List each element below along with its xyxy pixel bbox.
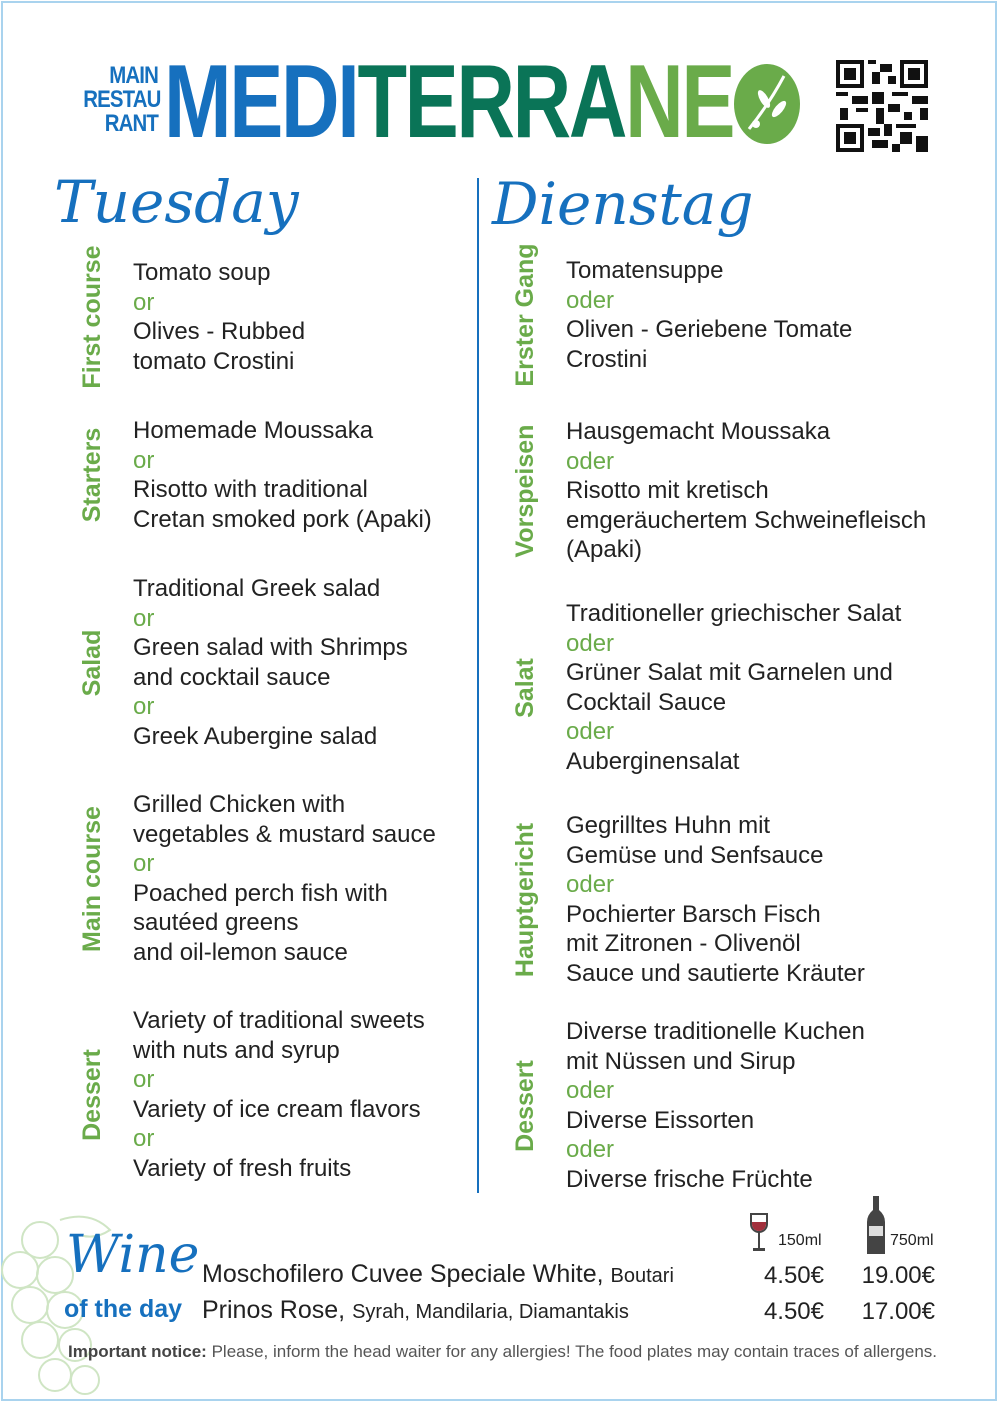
wine-detail: Boutari (610, 1265, 674, 1287)
dish-line: Diverse Eissorten (566, 1106, 755, 1134)
dish-line: Grilled Chicken with (133, 791, 346, 818)
or-separator: or (133, 446, 155, 474)
wine-bottle-price: 17.00€ (861, 1298, 935, 1325)
course-label: First course (78, 245, 106, 389)
main-restaurant-label (83, 62, 161, 137)
dish-line: Gemüse und Senfsauce (566, 841, 824, 869)
dish-line: Variety of fresh fruits (133, 1154, 352, 1182)
brand-part: NE (625, 44, 734, 160)
dish-line: Olives - Rubbed (133, 318, 306, 345)
or-separator: or (133, 288, 155, 316)
qr-code[interactable] (836, 60, 928, 152)
wine-glass-icon (748, 1212, 770, 1254)
menu-section (566, 256, 852, 374)
menu-section (133, 258, 305, 376)
dish-line: Tomato soup (133, 259, 271, 286)
dish-line: and cocktail sauce (133, 663, 331, 691)
or-separator: oder (566, 286, 615, 314)
or-separator: or (133, 1066, 155, 1093)
allergy-notice (68, 1342, 937, 1362)
course-label: Hauptgericht (511, 822, 539, 977)
menu-section (133, 790, 436, 967)
wine-subtitle: of the day (64, 1295, 183, 1323)
dish-line: Traditional Greek salad (133, 575, 381, 602)
dish-line: Crostini (566, 345, 648, 373)
dish-line: Traditioneller griechischer Salat (566, 600, 902, 627)
or-separator: oder (566, 1136, 615, 1163)
dish-line: Diverse traditionelle Kuchen (566, 1018, 865, 1045)
wine-detail: Syrah, Mandilaria, Diamantakis (352, 1301, 629, 1323)
brand-small-line: MAIN (109, 62, 158, 89)
menu-section (566, 599, 901, 776)
wine-item (202, 1296, 629, 1325)
wine-name: Prinos Rose, (202, 1296, 346, 1324)
or-separator: oder (566, 629, 615, 657)
dish-line: Pochierter Barsch Fisch (566, 900, 821, 928)
dish-line: (Apaki) (566, 536, 643, 563)
wine-bottle-price: 19.00€ (861, 1262, 935, 1289)
glass-volume: 150ml (778, 1232, 822, 1249)
menu-section (133, 1006, 425, 1183)
dish-line: Grüner Salat mit Garnelen und (566, 659, 893, 686)
dish-line: emgeräuchertem Schweinefleisch (566, 506, 927, 534)
or-separator: or (133, 604, 155, 632)
wine-bottle-icon (866, 1196, 886, 1254)
menu-section (566, 811, 865, 988)
dish-line: Cretan smoked pork (Apaki) (133, 505, 432, 533)
or-separator: or (133, 693, 155, 720)
menu-section (133, 416, 432, 534)
course-label: Salat (511, 657, 539, 718)
dish-line: Hausgemacht Moussaka (566, 418, 831, 445)
course-label: Vorspeisen (511, 424, 539, 558)
dish-line: Tomatensuppe (566, 257, 724, 284)
dish-line: with nuts and syrup (133, 1036, 340, 1064)
dish-line: and oil-lemon sauce (133, 938, 348, 966)
or-separator: oder (566, 1077, 615, 1104)
dish-line: sautéed greens (133, 909, 299, 936)
wine-name: Moschofilero Cuvee Speciale White, (202, 1260, 604, 1288)
column-divider (477, 178, 479, 1193)
dish-line: Poached perch fish with (133, 879, 388, 907)
or-separator: or (133, 850, 155, 877)
brand-small-line: RESTAU (83, 86, 161, 113)
or-separator: or (133, 1125, 155, 1152)
dish-line: vegetables & mustard sauce (133, 820, 436, 848)
dish-line: Homemade Moussaka (133, 417, 374, 444)
dish-line: Variety of ice cream flavors (133, 1095, 421, 1123)
brand-part: MEDI (164, 44, 358, 160)
dish-line: Green salad with Shrimps (133, 634, 408, 661)
dish-line: Cocktail Sauce (566, 688, 727, 716)
brand-small-line: RANT (104, 110, 158, 137)
wine-item (202, 1260, 674, 1289)
wine-glass-price: 4.50€ (763, 1298, 824, 1325)
course-label: Starters (78, 427, 106, 523)
dish-line: Auberginensalat (566, 747, 740, 775)
course-label: Salad (78, 629, 106, 696)
olive-branch-icon (734, 64, 800, 144)
menu-section (566, 1017, 865, 1194)
dish-line: mit Zitronen - Olivenöl (566, 930, 801, 957)
dish-line: Sauce und sautierte Kräuter (566, 959, 865, 987)
notice-label: Important notice: (68, 1342, 207, 1361)
course-label: Dessert (511, 1059, 539, 1152)
dish-line: Risotto mit kretisch (566, 477, 769, 504)
dish-line: Gegrilltes Huhn mit (566, 812, 771, 839)
wine-title: Wine (66, 1225, 200, 1285)
day-title-german: Dienstag (492, 170, 754, 238)
or-separator: oder (566, 871, 615, 898)
course-label: Main course (78, 805, 106, 952)
dish-line: Greek Aubergine salad (133, 722, 378, 750)
dish-line: tomato Crostini (133, 347, 295, 375)
dish-line: Variety of traditional sweets (133, 1007, 425, 1034)
brand-logo (164, 44, 734, 160)
or-separator: oder (566, 447, 615, 475)
dish-line: Oliven - Geriebene Tomate (566, 316, 853, 343)
course-label: Erster Gang (511, 243, 539, 387)
menu-section (566, 417, 926, 565)
notice-text: Please, inform the head waiter for any allergies! The food plates may contain traces of allergens. (211, 1342, 937, 1361)
dish-line: Risotto with traditional (133, 476, 368, 503)
day-title-english: Tuesday (54, 168, 299, 236)
dish-line: mit Nüssen und Sirup (566, 1047, 796, 1075)
brand-part: TERRA (357, 44, 626, 160)
menu-section (133, 574, 408, 751)
or-separator: oder (566, 718, 615, 745)
wine-glass-price: 4.50€ (763, 1262, 824, 1289)
course-label: Dessert (78, 1048, 106, 1141)
bottle-volume: 750ml (890, 1232, 934, 1249)
dish-line: Diverse frische Früchte (566, 1165, 813, 1193)
